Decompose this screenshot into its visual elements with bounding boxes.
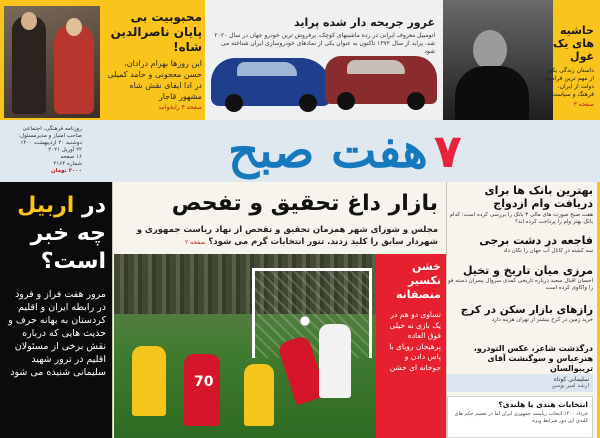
obituary-headline: درگذشت شاعر، عکس التودرو، هنرعباس و سوگنشت آقای تریبوالسان [473,344,593,373]
history-headline: مرزی میان تاریخ و تخیل [462,264,593,277]
player-red [184,354,220,426]
woman-figure [54,24,94,114]
logo-digit: ۷ [433,124,462,178]
note-title: سلیمانی کوتاه [553,376,589,383]
main-subheadline-text: مجلس و شورای شهر همزمان تحقیق و تفحص از نهاد ریاست جمهوری و شهردار سابق را کلید زدند. تنور انتخابات گرم می شود؟ [136,225,438,247]
main-headline[interactable]: بازار داغ تحقیق و تفحص [171,191,438,216]
cars-photo [207,52,441,116]
housing-summary: خرید زمین در کرج بیشتر از تهران هزینه دارد [491,317,593,323]
bank-loan-story[interactable] [447,184,593,226]
giant-page-ref: صفحه ۳ [573,101,594,108]
qajar-headline: محبوبیت بی پایان ناصرالدین شاه! [110,10,202,54]
short-note-box [447,374,593,392]
bank-loan-summary: هفت صبح صورت های مالی ۳ بانک را بررسی کرده است: کدام بانک بهتر وام را پرداخت کرده اند؟ [449,212,593,225]
man-figure [12,16,46,114]
qajar-page-ref: صفحه ۴ رابخوانید [158,104,202,111]
giant-summary: داستان زندگی یکی از مهم ترین فرامینو دولت از ایران، فرهنگ و سیاست [544,67,594,98]
right-news-column [446,182,600,438]
opinion-column[interactable] [447,396,593,438]
football-match-photo[interactable] [114,254,376,438]
opinion-summary: خرداد ۱۴۰۰ انتخاب ریاست جمهوری ایران اما در تعمیم حکم های کلیدی این دور شرایط ویژه [454,411,588,424]
giant-story-teaser[interactable] [443,0,600,120]
erbil-headline-prefix: در [82,193,106,218]
housing-headline: رازهای بازار سکن در کرج [460,304,593,316]
pride-headline: غرور جریحه دار شده پراید [294,16,435,29]
bank-loan-headline: بهترین بانک ها برای دریافت وام ازدواج [484,184,593,210]
erbil-headline-highlight: اربیل [17,193,75,218]
pride-summary: اتومبیل معروف ایرانی در رده ماشینهای کوچک، پرفروش ترین خودرو جهان در سال ۲۰۲۰ شد. پراید از سال ۱۳۷۲ تاکنون به عنوان یکی از نمادهای خودروسازی ایران شناخته می شود [214,32,435,55]
qajar-summary: این روزها بهرام درادان، حسن معجونی و حامد کمیلی در ادا ایفای نقش شاه مشهور قاجار [107,59,202,101]
disaster-story[interactable] [447,234,593,255]
opinion-headline: انتخابات هندی یا هلندی؟ [498,400,588,409]
price: ۳۰۰۰ تومان [50,168,82,174]
main-page-ref: صفحه ۲ [185,239,206,246]
erbil-headline-rest: چه خبر است؟ [30,221,106,274]
main-subheadline [120,224,438,249]
erbil-summary: مرور هفت فراز و فرود در رابطه ایران و اقلیم کردستان به بهانه حرف و حدیث هایی که درباره نقش برخی از مسئولان اقلیم در ترور شهید سلیمانی شنیده می شود [8,289,106,378]
page-count: ۱۶ صفحه [60,154,82,160]
paper-type: روزنامه فرهنگی، اجتماعی [22,126,82,132]
housing-story[interactable] [447,304,593,324]
qajar-story-teaser[interactable] [0,0,205,120]
football-story[interactable] [376,254,446,438]
issue-date-persian: دوشنبه ۲۰ اردیبهشت ۱۴۰۰ [20,140,82,146]
football-headline: خشن نکسیر منصفانه [396,260,441,301]
football-summary: تساوی دو هم در یک بازی نه خیلی فوق العاده پرهیجان رویای با پاس دادن و جوخانه ای خشن [389,310,441,372]
qajar-costume-photo [4,6,100,118]
issue-number: شماره ۲۱۶۴ [53,161,82,167]
player-yellow [244,364,274,426]
giant-headline: حاشیه های یک غول [552,24,594,63]
erbil-headline [6,192,106,276]
masthead [0,120,600,182]
disaster-headline: فاجعه در دشت برجی [479,234,593,247]
pride-car-story-teaser[interactable] [205,0,443,120]
erbil-story[interactable] [0,182,112,438]
main-story-area [112,182,446,438]
issue-info [4,126,82,175]
player-yellow [132,346,166,416]
history-story[interactable] [447,264,593,292]
blue-car [211,58,331,106]
history-summary: احسان اقبال سعید درباره تاریخی کمدی سروال پسران دسته قو را واکاوی کرده است [448,278,593,291]
publisher-label: صاحب امتیاز و مدیرمسئول: [18,133,82,139]
newspaper-logo[interactable] [90,120,600,182]
column-divider [112,182,113,438]
red-car [325,56,437,104]
jersey-number: 70 [194,374,214,390]
football-ball [300,316,310,326]
goal-net [252,268,372,358]
disaster-summary: سه کشته در کانال آب جهان را تکان داد [503,248,593,254]
note-author: ارشد امیر بوسن [551,383,589,389]
issue-date-gregorian: ۲۲ آوریل ۲۰۲۱ [48,147,82,153]
goalkeeper [319,324,351,398]
column-divider [446,182,447,438]
logo-wordmark: هفت صبح [228,123,428,179]
portrait-photo [443,0,553,120]
obituary-story[interactable] [447,344,593,374]
